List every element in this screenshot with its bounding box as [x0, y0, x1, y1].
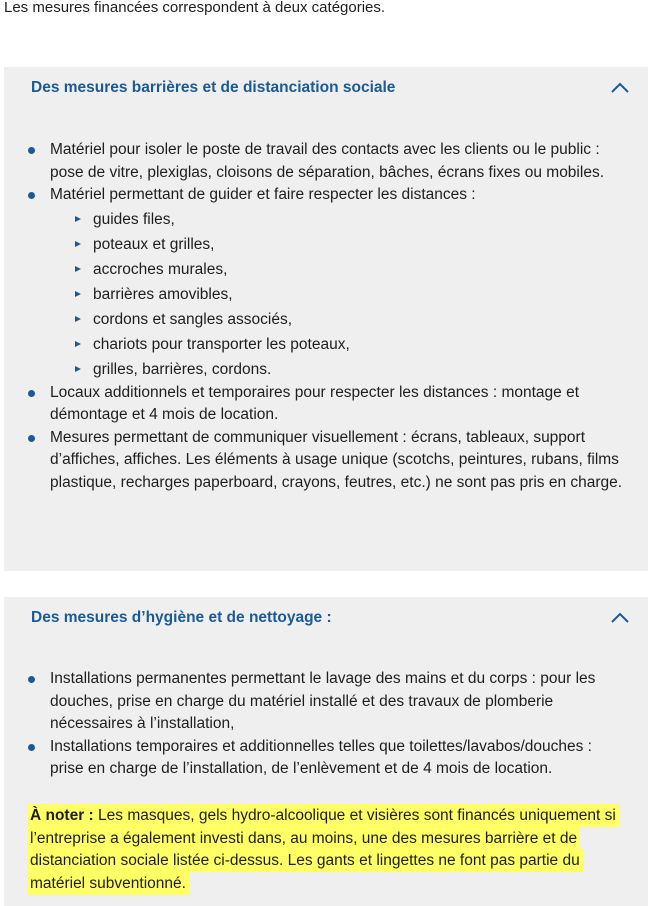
bullet-icon — [28, 744, 35, 751]
chevron-up-icon[interactable] — [610, 610, 630, 626]
sub-list-item: poteaux et grilles, — [50, 232, 628, 257]
accordion-title: Des mesures d’hygiène et de nettoyage : — [31, 609, 332, 626]
accordion-title: Des mesures barrières et de distanciation sociale — [31, 79, 396, 96]
sub-list-item: cordons et sangles associés, — [50, 307, 628, 332]
list-item: Locaux additionnels et temporaires pour respecter les distances : montage et démontage et 4 mois de location. — [4, 382, 648, 427]
highlighted-note — [30, 807, 616, 892]
note-text: Les masques, gels hydro-alcoolique et visières sont financés uniquement si l’entreprise a également investi dans, au moins, une des mesures barrière et de distanciation sociale listée ci-dessus. Les gants et lingettes ne font pas partie du matériel subventionné. — [30, 807, 616, 892]
triangle-bullet-icon — [75, 266, 81, 272]
barrieres-list — [4, 139, 648, 494]
triangle-bullet-icon — [75, 291, 81, 297]
accordion-header-barrieres[interactable] — [4, 67, 648, 111]
triangle-bullet-icon — [75, 216, 81, 222]
sub-list — [50, 207, 628, 382]
sub-list-item: grilles, barrières, cordons. — [50, 357, 628, 382]
accordion-header-hygiene[interactable] — [4, 597, 648, 641]
sub-list-item: barrières amovibles, — [50, 282, 628, 307]
bullet-icon — [28, 435, 35, 442]
list-item: Installations permanentes permettant le lavage des mains et du corps : pour les douches, prise en charge du matériel installé et des travaux de plomberie nécessaires à l’installation, — [4, 668, 648, 736]
list-item: Mesures permettant de communiquer visuellement : écrans, tableaux, support d’affiches, affiches. Les éléments à usage unique (scotchs, peintures, rubans, films plastique, recharges paperboard, crayons, feutres, etc.) ne sont pas pris en charge. — [4, 427, 648, 495]
triangle-bullet-icon — [75, 366, 81, 372]
accordion-hygiene — [4, 597, 648, 906]
sub-list-item: accroches murales, — [50, 257, 628, 282]
intro-text: Les mesures financées correspondent à deux catégories. — [4, 0, 386, 16]
sub-list-item: chariots pour transporter les poteaux, — [50, 332, 628, 357]
bullet-icon — [28, 390, 35, 397]
triangle-bullet-icon — [75, 316, 81, 322]
sub-list-item: guides files, — [50, 207, 628, 232]
note-paragraph — [30, 805, 630, 895]
triangle-bullet-icon — [75, 241, 81, 247]
bullet-icon — [28, 192, 35, 199]
bullet-icon — [28, 676, 35, 683]
triangle-bullet-icon — [75, 341, 81, 347]
list-item: Matériel pour isoler le poste de travail des contacts avec les clients ou le public : pose de vitre, plexiglas, cloisons de séparation, bâches, écrans fixes ou mobiles. — [4, 139, 648, 184]
list-item: Matériel permettant de guider et faire respecter les distances : guides files, poteaux et grilles, accroches murales, barrières amovibles, cordons et sangles associés, chariots pour transporter les poteaux, grilles, barrières, cordons. — [4, 184, 648, 382]
note-label: À noter : — [30, 807, 94, 824]
list-item: Installations temporaires et additionnelles telles que toilettes/lavabos/douches : prise en charge de l’installation, de l’enlèvement et de 4 mois de location. — [4, 736, 648, 781]
hygiene-list — [4, 668, 648, 781]
chevron-up-icon[interactable] — [610, 80, 630, 96]
accordion-barrieres — [4, 67, 648, 571]
bullet-icon — [28, 147, 35, 154]
